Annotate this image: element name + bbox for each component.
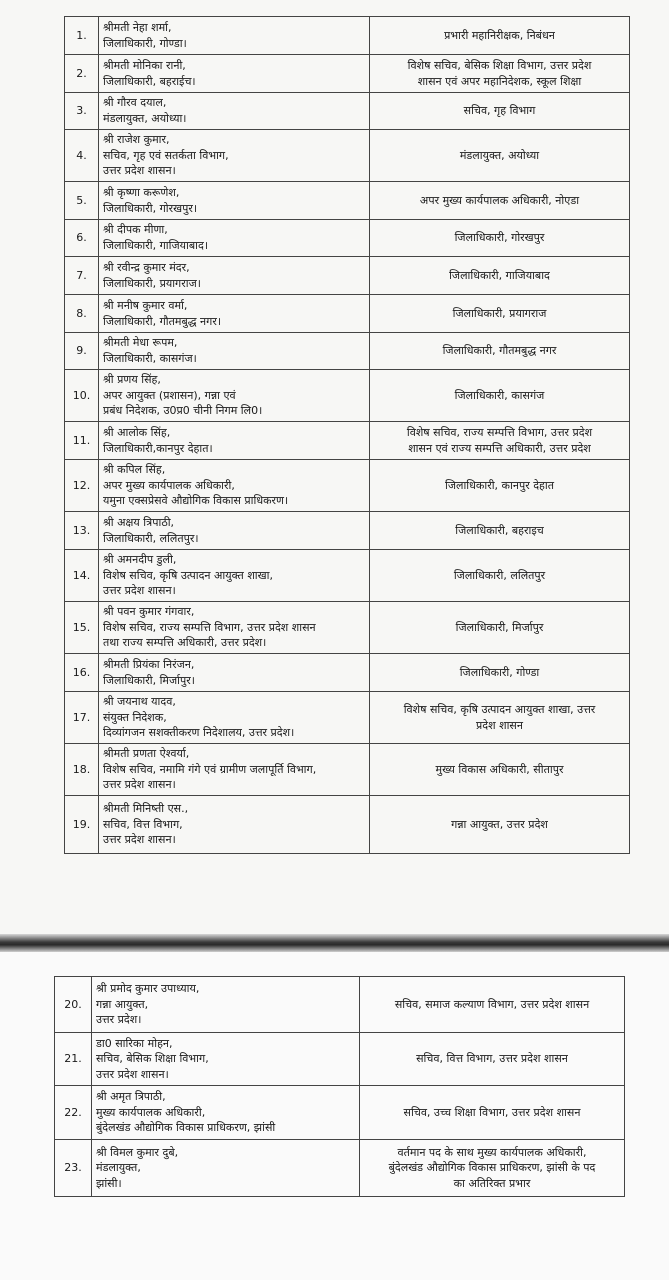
serial-number-cell: 22. <box>55 1086 92 1140</box>
new-posting-cell <box>370 512 630 550</box>
table-row <box>55 977 625 1033</box>
officer-text-line: श्री दीपक मीणा, <box>103 223 168 237</box>
officer-text-line: अपर मुख्य कार्यपालक अधिकारी, <box>103 478 235 492</box>
posting-text-line: अपर मुख्य कार्यपालक अधिकारी, नोएडा <box>419 193 580 207</box>
posting-text-line: मंडलायुक्त, अयोध्या <box>459 148 540 162</box>
table-row <box>65 692 630 744</box>
officer-text-line: जिलाधिकारी, बहराईच। <box>103 74 196 88</box>
posting-text-line: शासन एवं अपर महानिदेशक, स्कूल शिक्षा <box>417 74 582 88</box>
new-posting-cell <box>370 17 630 55</box>
officer-text-line: विशेष सचिव, नमामि गंगे एवं ग्रामीण जलापूर्ति विभाग, <box>103 762 317 776</box>
table-row <box>55 1140 625 1197</box>
officer-text-line: डा0 सारिका मोहन, <box>96 1036 173 1050</box>
officer-text-line: श्री आलोक सिंह, <box>103 425 171 439</box>
serial-number-cell: 1. <box>65 17 99 55</box>
officer-text-line: श्रीमती मोनिका रानी, <box>103 58 186 72</box>
transfer-table-body <box>65 17 630 854</box>
officer-text-line: श्री पवन कुमार गंगवार, <box>103 605 195 619</box>
officer-text-line: उत्तर प्रदेश शासन। <box>103 833 176 847</box>
officer-current-post-cell <box>99 512 370 550</box>
serial-number-cell: 20. <box>55 977 92 1033</box>
officer-text-line: विशेष सचिव, कृषि उत्पादन आयुक्त शाखा, <box>103 568 273 582</box>
officer-current-post-cell <box>92 977 360 1033</box>
serial-number-cell: 9. <box>65 333 99 370</box>
posting-text-line: का अतिरिक्त प्रभार <box>453 1176 531 1190</box>
new-posting-cell <box>360 1086 625 1140</box>
officer-text-line: जिलाधिकारी,कानपुर देहात। <box>103 441 213 455</box>
new-posting-cell <box>370 796 630 854</box>
posting-text-line: सचिव, गृह विभाग <box>463 104 536 118</box>
serial-number-cell: 17. <box>65 692 99 744</box>
table-row <box>65 550 630 602</box>
officer-text-line: तथा राज्य सम्पत्ति अधिकारी, उत्तर प्रदेश। <box>103 636 267 650</box>
serial-number-cell: 3. <box>65 93 99 130</box>
table-row <box>65 257 630 295</box>
page-separator <box>0 934 669 952</box>
serial-number-cell: 10. <box>65 370 99 422</box>
officer-text-line: जिलाधिकारी, मिर्जापुर। <box>103 673 195 687</box>
officer-text-line: जिलाधिकारी, गोण्डा। <box>103 36 187 50</box>
table-row <box>65 654 630 692</box>
officer-text-line: मुख्य कार्यपालक अधिकारी, <box>96 1105 206 1119</box>
serial-number-cell: 14. <box>65 550 99 602</box>
serial-number-cell: 16. <box>65 654 99 692</box>
officer-current-post-cell <box>99 692 370 744</box>
table-row <box>65 220 630 257</box>
officer-text-line: बुंदेलखंड औद्योगिक विकास प्राधिकरण, झांसी <box>96 1121 276 1135</box>
posting-text-line: शासन एवं राज्य सम्पत्ति अधिकारी, उत्तर प्रदेश <box>408 441 591 455</box>
officer-text-line: श्री अक्षय त्रिपाठी, <box>103 515 175 529</box>
new-posting-cell <box>370 182 630 220</box>
serial-number-cell: 19. <box>65 796 99 854</box>
table-row <box>65 17 630 55</box>
officer-text-line: श्रीमती नेहा शर्मा, <box>103 20 172 34</box>
officer-current-post-cell <box>92 1033 360 1086</box>
posting-text-line: जिलाधिकारी, ललितपुर <box>453 568 546 582</box>
officer-text-line: श्रीमती मिनिष्ती एस., <box>103 802 189 816</box>
table-row <box>65 744 630 796</box>
new-posting-cell <box>370 370 630 422</box>
officer-text-line: अपर आयुक्त (प्रशासन), गन्ना एवं <box>103 388 236 402</box>
posting-text-line: जिलाधिकारी, प्रयागराज <box>452 306 547 320</box>
officer-text-line: गन्ना आयुक्त, <box>96 997 149 1011</box>
table-row <box>65 796 630 854</box>
table-row <box>65 460 630 512</box>
new-posting-cell <box>370 130 630 182</box>
serial-number-cell: 8. <box>65 295 99 333</box>
officer-text-line: जिलाधिकारी, प्रयागराज। <box>103 276 201 290</box>
officer-text-line: जिलाधिकारी, कासगंज। <box>103 352 197 365</box>
posting-text-line: बुंदेलखंड औद्योगिक विकास प्राधिकरण, झांसी के पद <box>388 1161 596 1175</box>
officer-text-line: श्री रवीन्द्र कुमार मंदर, <box>103 260 190 274</box>
serial-number-cell: 18. <box>65 744 99 796</box>
posting-text-line: वर्तमान पद के साथ मुख्य कार्यपालक अधिकारी, <box>397 1145 587 1159</box>
posting-text-line: विशेष सचिव, राज्य सम्पत्ति विभाग, उत्तर प्रदेश <box>406 425 593 439</box>
posting-text-line: जिलाधिकारी, गोण्डा <box>459 665 540 679</box>
officer-text-line: प्रबंध निदेशक, उ0प्र0 चीनी निगम लि0। <box>103 404 263 418</box>
new-posting-cell <box>370 333 630 370</box>
posting-text-line: मुख्य विकास अधिकारी, सीतापुर <box>435 762 564 776</box>
posting-text-line: सचिव, समाज कल्याण विभाग, उत्तर प्रदेश शासन <box>394 997 590 1011</box>
posting-text-line: विशेष सचिव, बेसिक शिक्षा विभाग, उत्तर प्रदेश <box>407 58 592 72</box>
new-posting-cell <box>370 692 630 744</box>
new-posting-cell <box>370 220 630 257</box>
officer-current-post-cell <box>99 550 370 602</box>
officer-current-post-cell <box>99 93 370 130</box>
officer-text-line: जिलाधिकारी, गौतमबुद्ध नगर। <box>103 314 221 328</box>
new-posting-cell <box>370 422 630 460</box>
officer-text-line: श्रीमती मेधा रूपम, <box>103 336 178 350</box>
table-row <box>65 55 630 93</box>
posting-text-line: प्रभारी महानिरीक्षक, निबंधन <box>444 28 555 42</box>
table-row <box>65 602 630 654</box>
transfer-table-body <box>55 977 625 1197</box>
officer-current-post-cell <box>99 220 370 257</box>
officer-text-line: श्री प्रणय सिंह, <box>103 373 161 387</box>
serial-number-cell: 2. <box>65 55 99 93</box>
posting-text-line: जिलाधिकारी, गौतमबुद्ध नगर <box>442 344 557 358</box>
officer-text-line: सचिव, गृह एवं सतर्कता विभाग, <box>103 148 229 162</box>
officer-text-line: जिलाधिकारी, गाजियाबाद। <box>103 239 208 252</box>
posting-text-line: जिलाधिकारी, गाजियाबाद <box>449 268 550 282</box>
new-posting-cell <box>370 744 630 796</box>
serial-number-cell: 5. <box>65 182 99 220</box>
serial-number-cell: 23. <box>55 1140 92 1197</box>
officer-text-line: श्री राजेश कुमार, <box>103 133 170 147</box>
serial-number-cell: 11. <box>65 422 99 460</box>
new-posting-cell <box>370 654 630 692</box>
new-posting-cell <box>370 602 630 654</box>
officer-text-line: उत्तर प्रदेश शासन। <box>103 164 176 178</box>
officer-current-post-cell <box>99 602 370 654</box>
officer-text-line: श्री प्रमोद कुमार उपाध्याय, <box>96 982 200 996</box>
officer-current-post-cell <box>99 744 370 796</box>
officer-text-line: श्री अमनदीप डुली, <box>103 553 177 567</box>
table-row <box>65 333 630 370</box>
posting-text-line: सचिव, उच्च शिक्षा विभाग, उत्तर प्रदेश शासन <box>403 1105 581 1119</box>
officer-text-line: सचिव, वित्त विभाग, <box>103 817 183 831</box>
new-posting-cell <box>370 55 630 93</box>
new-posting-cell <box>370 295 630 333</box>
transfer-table-page-2 <box>54 976 625 1197</box>
officer-current-post-cell <box>99 422 370 460</box>
posting-text-line: गन्ना आयुक्त, उत्तर प्रदेश <box>451 817 548 831</box>
new-posting-cell <box>370 550 630 602</box>
new-posting-cell <box>370 460 630 512</box>
officer-text-line: दिव्यांगजन सशक्तीकरण निदेशालय, उत्तर प्रदेश। <box>103 726 295 740</box>
officer-text-line: उत्तर प्रदेश शासन। <box>103 584 176 598</box>
officer-text-line: उत्तर प्रदेश। <box>96 1013 142 1027</box>
table-row <box>65 182 630 220</box>
officer-text-line: उत्तर प्रदेश शासन। <box>103 778 176 792</box>
officer-current-post-cell <box>99 796 370 854</box>
officer-current-post-cell <box>99 333 370 370</box>
posting-text-line: विशेष सचिव, कृषि उत्पादन आयुक्त शाखा, उत्तर <box>403 702 596 716</box>
officer-text-line: जिलाधिकारी, ललितपुर। <box>103 531 199 545</box>
transfer-table-page-1 <box>64 16 630 854</box>
posting-text-line: सचिव, वित्त विभाग, उत्तर प्रदेश शासन <box>416 1052 568 1066</box>
table-row <box>65 370 630 422</box>
officer-text-line: श्री गौरव दयाल, <box>103 96 167 110</box>
officer-text-line: सचिव, बेसिक शिक्षा विभाग, <box>96 1052 209 1066</box>
posting-text-line: जिलाधिकारी, कानपुर देहात <box>444 478 555 492</box>
table-row <box>65 93 630 130</box>
officer-text-line: श्री अमृत त्रिपाठी, <box>96 1090 166 1104</box>
officer-text-line: श्रीमती प्रणता ऐश्वर्या, <box>103 747 190 761</box>
officer-text-line: संयुक्त निदेशक, <box>103 710 167 724</box>
posting-text-line: जिलाधिकारी, बहराइच <box>455 523 544 537</box>
officer-text-line: विशेष सचिव, राज्य सम्पत्ति विभाग, उत्तर प्रदेश शासन <box>103 620 316 634</box>
table-row <box>55 1033 625 1086</box>
officer-text-line: उत्तर प्रदेश शासन। <box>96 1067 169 1081</box>
serial-number-cell: 4. <box>65 130 99 182</box>
officer-current-post-cell <box>99 55 370 93</box>
table-row <box>65 422 630 460</box>
table-row <box>65 295 630 333</box>
officer-current-post-cell <box>92 1086 360 1140</box>
table-row <box>55 1086 625 1140</box>
officer-text-line: श्री विमल कुमार दुबे, <box>96 1145 179 1159</box>
officer-current-post-cell <box>99 17 370 55</box>
officer-text-line: श्री कपिल सिंह, <box>103 463 166 477</box>
table-row <box>65 130 630 182</box>
new-posting-cell <box>370 93 630 130</box>
officer-text-line: यमुना एक्सप्रेसवे औद्योगिक विकास प्राधिकरण। <box>103 494 289 508</box>
new-posting-cell <box>360 1140 625 1197</box>
officer-current-post-cell <box>99 257 370 295</box>
officer-current-post-cell <box>99 654 370 692</box>
officer-text-line: श्री कृष्णा करूणेश, <box>103 185 180 199</box>
posting-text-line: जिलाधिकारी, मिर्जापुर <box>455 620 544 634</box>
serial-number-cell: 21. <box>55 1033 92 1086</box>
posting-text-line: जिलाधिकारी, कासगंज <box>454 388 545 402</box>
officer-text-line: मंडलायुक्त, अयोध्या। <box>103 112 187 125</box>
new-posting-cell <box>370 257 630 295</box>
officer-text-line: झांसी। <box>96 1176 122 1190</box>
new-posting-cell <box>360 1033 625 1086</box>
serial-number-cell: 12. <box>65 460 99 512</box>
serial-number-cell: 15. <box>65 602 99 654</box>
new-posting-cell <box>360 977 625 1033</box>
serial-number-cell: 7. <box>65 257 99 295</box>
posting-text-line: जिलाधिकारी, गोरखपुर <box>454 231 545 245</box>
officer-text-line: मंडलायुक्त, <box>96 1161 141 1175</box>
officer-text-line: श्रीमती प्रियंका निरंजन, <box>103 657 195 671</box>
officer-text-line: जिलाधिकारी, गोरखपुर। <box>103 201 198 215</box>
table-row <box>65 512 630 550</box>
officer-current-post-cell <box>99 370 370 422</box>
posting-text-line: प्रदेश शासन <box>476 718 523 732</box>
officer-current-post-cell <box>92 1140 360 1197</box>
officer-text-line: श्री मनीष कुमार वर्मा, <box>103 298 188 312</box>
serial-number-cell: 13. <box>65 512 99 550</box>
officer-text-line: श्री जयनाथ यादव, <box>103 695 176 709</box>
serial-number-cell: 6. <box>65 220 99 257</box>
officer-current-post-cell <box>99 460 370 512</box>
officer-current-post-cell <box>99 130 370 182</box>
officer-current-post-cell <box>99 295 370 333</box>
officer-current-post-cell <box>99 182 370 220</box>
